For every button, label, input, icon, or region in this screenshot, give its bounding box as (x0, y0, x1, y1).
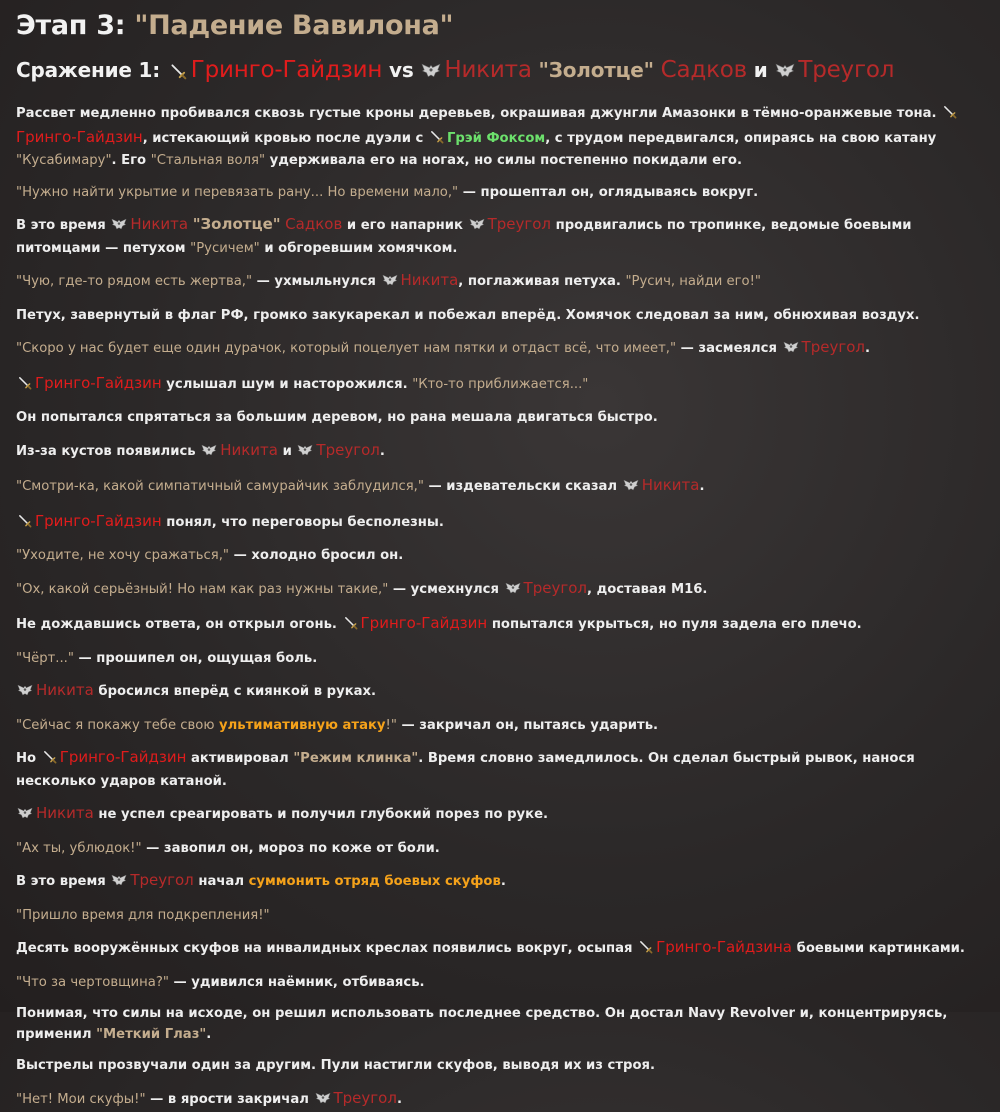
ability-steel-will: "Стальная воля" (151, 153, 265, 168)
paragraph-5: Петух, завернутый в флаг РФ, громко закукарекал и побежал вперёд. Хомячок следовал за ним, обнюхивая воздух. (16, 306, 984, 327)
name-nikita: Никита (401, 271, 459, 289)
name-gringo: Гринго-Гайдзин (16, 128, 143, 146)
quote: "Чую, где-то рядом есть жертва," (16, 274, 252, 289)
quote: "Пришло время для подкрепления!" (16, 908, 270, 923)
name-treugol: Треугол (488, 215, 551, 233)
quote: "Уходите, не хочу сражаться," (16, 548, 229, 563)
fighter-nikita-surname: Садков (661, 57, 747, 83)
paragraph-24: "Что за чертовщина?" — удивился наёмник, отбиваясь. (16, 973, 984, 994)
stage-heading (16, 10, 984, 41)
ability-summon-skufs: суммонить отряд боевых скуфов (249, 874, 501, 889)
quote: "Русич, найди его!" (625, 274, 760, 289)
paragraph-19: Никита не успел среагировать и получил глубокий порез по руке. (16, 803, 984, 828)
name-treugol: Треугол (334, 1089, 397, 1107)
fighter-nikita: Никита (444, 57, 531, 83)
paragraph-1: Рассвет медленно пробивался сквозь густые кроны деревьев, окрашивая джунгли Амазонки в тёмно-оранжевые тона. Гринго-Гайдзин, истекающий кровью после дуэли с Грэй Фоксом, с трудом передвигался, опираясь на свою катану "Кусабимару". Его "Стальная воля" удерживала его на ногах, но силы постепенно покидали его. (16, 104, 984, 172)
sword-icon (638, 939, 653, 962)
battle-prefix: Сражение 1: (16, 58, 160, 82)
eagle-icon (201, 444, 217, 465)
ability-ultimate-attack: ультимативную атаку (219, 718, 386, 733)
stage-title: "Падение Вавилона" (134, 10, 453, 41)
pet-rusich: "Русичем" (190, 241, 260, 256)
eagle-icon (17, 684, 33, 705)
ability-deadeye: "Меткий Глаз" (96, 1027, 206, 1042)
quote: "Нужно найти укрытие и перевязать рану... Но времени мало," (16, 185, 458, 200)
eagle-icon (111, 874, 127, 895)
name-grey-fox: Грэй Фоксом (447, 131, 545, 146)
sword-icon (429, 129, 444, 152)
eagle-icon (382, 274, 398, 295)
paragraph-9: Из-за кустов появились Никита и Треугол. (16, 440, 984, 465)
eagle-icon (297, 444, 313, 465)
paragraph-4: "Чую, где-то рядом есть жертва," — ухмыльнулся Никита, поглаживая петуха. "Русич, найди его!" (16, 270, 984, 295)
paragraph-12: "Уходите, не хочу сражаться," — холодно бросил он. (16, 546, 984, 567)
paragraph-17: "Сейчас я покажу тебе свою ультимативную атаку!" — закричал он, пытаясь ударить. (16, 716, 984, 737)
paragraph-20: "Ах ты, ублюдок!" — завопил он, мороз по коже от боли. (16, 839, 984, 860)
paragraph-18: Но Гринго-Гайдзин активировал "Режим клинка". Время словно замедлилось. Он сделал быстрый рывок, нанося несколько ударов катаной. (16, 747, 984, 792)
sword-icon (17, 513, 32, 536)
eagle-icon (469, 218, 485, 239)
paragraph-23: Десять вооружённых скуфов на инвалидных креслах появились вокруг, осыпая Гринго-Гайдзина боевыми картинками. (16, 937, 984, 962)
eagle-icon (775, 61, 795, 85)
quote: "Кто-то приближается..." (412, 377, 588, 392)
quote: "Ах ты, ублюдок!" (16, 841, 142, 856)
name-nikita: Никита (642, 476, 700, 494)
stage-prefix: Этап 3: (16, 10, 125, 41)
paragraph-26: Выстрелы прозвучали один за другим. Пули настигли скуфов, выводя их из строя. (16, 1056, 984, 1077)
paragraph-7: Гринго-Гайдзин услышал шум и насторожился. "Кто-то приближается..." (16, 373, 984, 398)
name-gringo: Гринго-Гайдзин (60, 748, 187, 766)
name-sadkov: Садков (285, 215, 342, 233)
sword-icon (168, 61, 188, 85)
paragraph-25: Понимая, что силы на исходе, он решил использовать последнее средство. Он достал Navy Revolver и, концентрируясь, применил "Меткий Глаз". (16, 1004, 984, 1045)
paragraph-2: "Нужно найти укрытие и перевязать рану... Но времени мало," — прошептал он, оглядываясь вокруг. (16, 183, 984, 204)
name-nikita: Никита (36, 804, 94, 822)
name-gringo: Гринго-Гайдзин (361, 614, 488, 632)
paragraph-27: "Нет! Мои скуфы!" — в ярости закричал Треугол. (16, 1088, 984, 1112)
paragraph-22 (16, 906, 984, 927)
quote: "Чёрт..." (16, 651, 74, 666)
fighter-nikita-nickname: "Золотце" (538, 58, 653, 82)
eagle-icon (623, 479, 639, 500)
name-treugol: Треугол (524, 579, 587, 597)
name-gringo: Гринго-Гайдзин (35, 374, 162, 392)
and-label: и (754, 58, 768, 82)
quote: "Нет! Мои скуфы!" (16, 1092, 146, 1107)
eagle-icon (421, 61, 441, 85)
paragraph-13: "Ох, какой серьёзный! Но нам как раз нужны такие," — усмехнулся Треугол, доставая М16. (16, 578, 984, 603)
paragraph-16: Никита бросился вперёд с киянкой в руках. (16, 680, 984, 705)
name-treugol: Треугол (316, 441, 379, 459)
fighter-gringo: Гринго-Гайдзин (191, 57, 382, 83)
paragraph-8: Он попытался спрятаться за большим деревом, но рана мешала двигаться быстро. (16, 408, 984, 429)
name-gringo: Гринго-Гайдзин (35, 512, 162, 530)
katana-name: "Кусабимару" (16, 153, 112, 168)
eagle-icon (783, 341, 799, 362)
paragraph-10: "Смотри-ка, какой симпатичный самурайчик заблудился," — издевательски сказал Никита. (16, 475, 984, 500)
battle-heading (16, 57, 984, 85)
name-nikita: Никита (36, 681, 94, 699)
fighter-treugol: Треугол (798, 57, 894, 83)
name-nikita: Никита (130, 215, 188, 233)
quote: "Что за чертовщина?" (16, 975, 169, 990)
sword-icon (343, 615, 358, 638)
eagle-icon (111, 218, 127, 239)
eagle-icon (505, 582, 521, 603)
name-nikita: Никита (220, 441, 278, 459)
quote: "Сейчас я покажу тебе свою (16, 718, 214, 733)
quote: "Скоро у нас будет еще один дурачок, который поцелует нам пятки и отдаст всё, что имеет," (16, 341, 676, 356)
quote: "Смотри-ка, какой симпатичный самурайчик заблудился," (16, 479, 424, 494)
ability-blade-mode: "Режим клинка" (293, 751, 418, 766)
name-treugol: Треугол (802, 338, 865, 356)
name-treugol: Треугол (130, 871, 193, 889)
sword-icon (942, 104, 957, 127)
paragraph-21: В это время Треугол начал суммонить отряд боевых скуфов. (16, 870, 984, 895)
name-gringo: Гринго-Гайдзина (656, 938, 792, 956)
eagle-icon (315, 1092, 331, 1112)
paragraph-3: В это время Никита "Золотце" Садков и его напарник Треугол продвигались по тропинке, ведомые боевыми питомцами — петухом "Русичем" и обгоревшим хомячком. (16, 214, 984, 259)
paragraph-11: Гринго-Гайдзин понял, что переговоры бесполезны. (16, 511, 984, 536)
eagle-icon (17, 807, 33, 828)
sword-icon (17, 375, 32, 398)
nickname-zolotce: "Золотце" (193, 215, 281, 233)
paragraph-6: "Скоро у нас будет еще один дурачок, который поцелует нам пятки и отдаст всё, что имеет," — засмеялся Треугол. (16, 337, 984, 362)
paragraph-15: "Чёрт..." — прошипел он, ощущая боль. (16, 649, 984, 670)
vs-label: vs (389, 58, 414, 82)
paragraph-14: Не дождавшись ответа, он открыл огонь. Гринго-Гайдзин попытался укрыться, но пуля задела его плечо. (16, 613, 984, 638)
quote: "Ох, какой серьёзный! Но нам как раз нужны такие," (16, 582, 388, 597)
sword-icon (42, 749, 57, 772)
